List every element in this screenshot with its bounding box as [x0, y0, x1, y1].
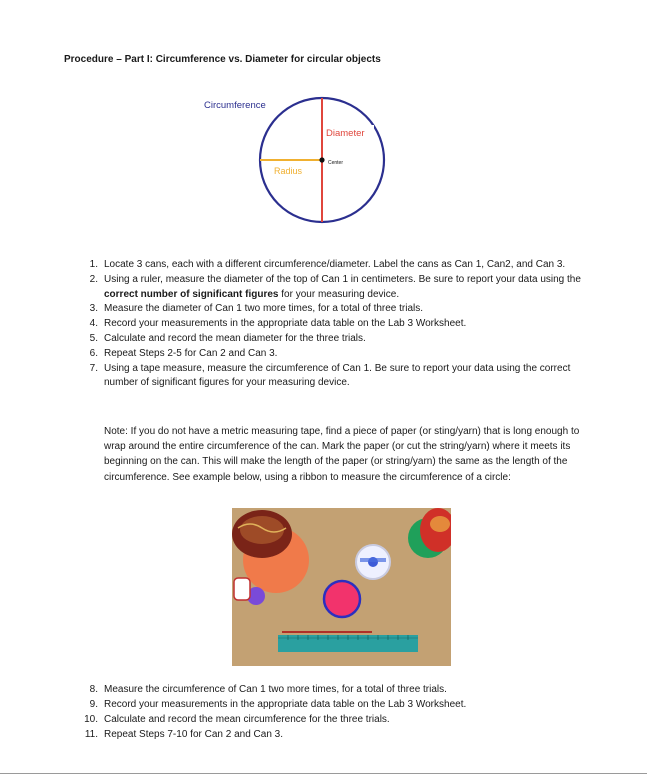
- circumference-label: Circumference: [204, 100, 266, 111]
- list-item: [84, 697, 584, 712]
- step-text-bold: correct number of significant figures: [104, 288, 279, 300]
- step-number: 2.: [89, 273, 98, 285]
- step-number: 1.: [89, 259, 98, 270]
- list-item: [84, 332, 584, 347]
- list-item: [84, 362, 584, 392]
- list-item: [84, 712, 584, 727]
- radius-label: Radius: [274, 166, 303, 176]
- list-item: [84, 347, 584, 362]
- step-number: 4.: [89, 318, 98, 330]
- step-text: Record your measurements in the appropriate data table on the Lab 3 Worksheet.: [104, 699, 467, 710]
- note-paragraph: Note: If you do not have a metric measuring tape, find a piece of paper (or sting/yarn) that is long enough to wrap around the entire circumference of the can. Mark the paper (or cut the string/yarn) where it meets its beginning on the can. This will make the length of the paper (or string/yarn) the same as the length of the circumference. See example below, using a ribbon to measure the circumference of a circle:: [104, 426, 580, 483]
- step-number: 10.: [84, 714, 98, 725]
- list-item: [84, 302, 584, 317]
- step-number: 3.: [89, 303, 98, 315]
- list-item: [84, 682, 584, 697]
- step-number: 5.: [89, 332, 98, 344]
- procedure-steps-8-11: [84, 682, 584, 742]
- list-item: [84, 317, 584, 332]
- list-item: [84, 273, 584, 303]
- diameter-label: Diameter: [326, 128, 365, 139]
- step-text: Record your measurements in the appropriate data table on the Lab 3 Worksheet.: [104, 318, 467, 330]
- step-text: Repeat Steps 2-5 for Can 2 and Can 3.: [104, 347, 278, 359]
- step-text: Using a ruler, measure the diameter of the top of Can 1 in centimeters. Be sure to report your data using the: [104, 273, 581, 285]
- step-text: Measure the circumference of Can 1 two more times, for a total of three trials.: [104, 684, 447, 695]
- circle-diagram: [200, 92, 400, 252]
- step-text: Repeat Steps 7-10 for Can 2 and Can 3.: [104, 729, 284, 740]
- step-text: Measure the diameter of Can 1 two more times, for a total of three trials.: [104, 303, 424, 315]
- list-item: [84, 727, 584, 742]
- step-text: Calculate and record the mean diameter for the three trials.: [104, 332, 366, 344]
- step-text: for your measuring device.: [278, 288, 400, 300]
- step-number: 6.: [89, 347, 98, 359]
- list-item: [84, 258, 584, 273]
- step-text: Locate 3 cans, each with a different circumference/diameter. Label the cans as Can 1, Can2, and Can 3.: [104, 259, 566, 270]
- center-label: Center: [328, 160, 344, 166]
- step-text: Calculate and record the mean circumference for the three trials.: [104, 714, 390, 725]
- step-number: 11.: [84, 729, 98, 740]
- pink-paper-circle: [324, 581, 360, 617]
- procedure-steps-1-7: [84, 258, 584, 391]
- step-number: 8.: [89, 684, 98, 695]
- page-bottom-divider: [0, 773, 647, 774]
- section-heading: Procedure – Part I: Circumference vs. Diameter for circular objects: [64, 54, 381, 65]
- ribbon-spool-small: [234, 578, 250, 600]
- ribbon-example-photo: [232, 508, 451, 666]
- step-number: 7.: [89, 362, 98, 374]
- center-dot: [319, 157, 324, 162]
- step-number: 9.: [89, 699, 98, 710]
- step-text: Using a tape measure, measure the circumference of Can 1. Be sure to report your data using the correct number of significant figures for your measuring device.: [104, 362, 571, 389]
